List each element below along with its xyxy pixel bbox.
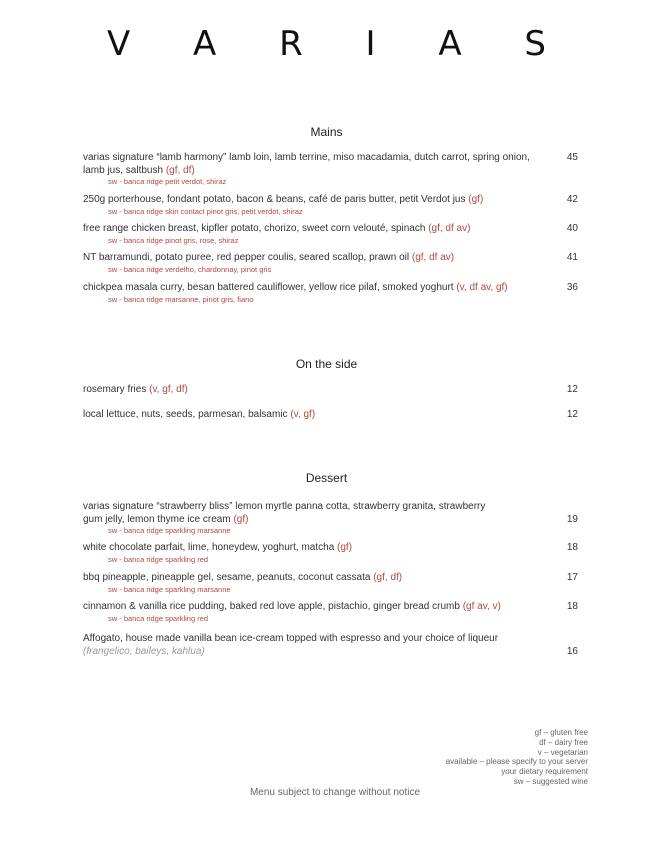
liqueur-options: (frangelico, baileys, kahlua) xyxy=(83,645,205,657)
suggested-wine: sw - banca ridge sparkling marsanne xyxy=(108,526,231,535)
legend-v: v – vegetarian xyxy=(537,747,588,757)
price: 12 xyxy=(566,384,578,395)
menu-item-rice-pudding xyxy=(83,601,578,624)
dietary-tags: (v, df av, gf) xyxy=(456,282,508,293)
dietary-tags: (gf) xyxy=(468,194,484,205)
item-description: bbq pineapple, pineapple gel, sesame, peanuts, coconut cassata (gf, df) xyxy=(83,572,403,583)
menu-item-chicken xyxy=(83,223,578,246)
item-description: local lettuce, nuts, seeds, parmesan, balsamic (v, gf) xyxy=(83,409,316,420)
legend-requirement: your dietary requirement xyxy=(501,767,588,777)
dietary-tags: (v, gf) xyxy=(290,409,316,420)
menu-item-lamb xyxy=(83,152,578,187)
item-description: 250g porterhouse, fondant potato, bacon & beans, café de paris butter, petit Verdot jus (gf) xyxy=(83,194,484,205)
item-description: rosemary fries (v, gf, df) xyxy=(83,384,188,395)
suggested-wine: sw - banca ridge pinot gris, rose, shiraz xyxy=(108,235,239,245)
menu-item-porterhouse xyxy=(83,194,578,217)
suggested-wine: sw - banca ridge petit verdot, shiraz xyxy=(108,177,227,186)
suggested-wine: sw - banca ridge skin contact pinot gris, petit verdot, shiraz xyxy=(108,206,303,216)
menu-item-lettuce xyxy=(83,409,578,422)
menu-item-barramundi xyxy=(83,252,578,275)
menu-item-fries xyxy=(83,384,578,397)
menu-item-strawberry-bliss xyxy=(83,501,578,536)
price: 40 xyxy=(566,223,578,234)
legend-sw: sw – suggested wine xyxy=(513,776,588,786)
menu-item-affogato xyxy=(83,633,578,658)
legend-available: available – please specify to your server xyxy=(445,757,588,767)
price: 42 xyxy=(566,194,578,205)
suggested-wine: sw - banca ridge sparkling red xyxy=(108,554,209,564)
item-description: free range chicken breast, kipfler potato, chorizo, sweet corn velouté, spinach (gf, df av) xyxy=(83,223,471,234)
dietary-legend xyxy=(446,728,588,787)
section-title-mains: Mains xyxy=(310,125,343,139)
item-description: cinnamon & vanilla rice pudding, baked red love apple, pistachio, ginger bread crumb (gf av, v) xyxy=(83,601,501,612)
menu-item-chickpea-curry xyxy=(83,282,578,305)
suggested-wine: sw - banca ridge sparkling marsanne xyxy=(108,584,231,594)
suggested-wine: sw - banca ridge marsanne, pinot gris, fiano xyxy=(108,294,254,304)
suggested-wine: sw - banca ridge sparkling red xyxy=(108,613,209,623)
dietary-tags: (v, gf, df) xyxy=(149,384,188,395)
price: 16 xyxy=(566,645,578,657)
price: 12 xyxy=(566,409,578,420)
item-description: varias signature “lamb harmony” lamb loin, lamb terrine, miso macadamia, dutch carrot, spring onion, lamb jus, saltbush (gf, df) xyxy=(83,152,530,176)
menu-item-white-chocolate-parfait xyxy=(83,542,578,565)
price: 17 xyxy=(566,572,578,583)
dietary-tags: (gf av, v) xyxy=(462,601,501,612)
item-description: chickpea masala curry, besan battered cauliflower, yellow rice pilaf, smoked yoghurt (v, df av, gf) xyxy=(83,282,508,293)
legend-df: df – dairy free xyxy=(539,737,588,747)
item-description: Affogato, house made vanilla bean ice-cream topped with espresso and your choice of liqueur xyxy=(83,633,499,644)
price: 18 xyxy=(566,601,578,612)
section-title-side: On the side xyxy=(295,357,358,371)
menu-item-bbq-pineapple xyxy=(83,572,578,595)
price: 18 xyxy=(566,542,578,553)
item-description: varias signature “strawberry bliss” lemon myrtle panna cotta, strawberry granita, strawberry gum jelly, lemon thyme ice cream (gf) xyxy=(83,501,486,525)
footer-note: Menu subject to change without notice xyxy=(249,787,421,798)
section-title-dessert: Dessert xyxy=(305,471,348,485)
price: 45 xyxy=(566,152,578,163)
item-description: white chocolate parfait, lime, honeydew, yoghurt, matcha (gf) xyxy=(83,542,353,553)
item-description: NT barramundi, potato puree, red pepper coulis, seared scallop, prawn oil (gf, df av) xyxy=(83,252,455,263)
legend-gf: gf – gluten free xyxy=(534,728,588,737)
price: 19 xyxy=(566,513,578,525)
dietary-tags: (gf) xyxy=(337,542,353,553)
dietary-tags: (gf, df av) xyxy=(411,252,455,263)
dietary-tags: (gf, df) xyxy=(373,572,403,583)
suggested-wine: sw - banca ridge verdelho, chardonnay, pinot gris xyxy=(108,264,272,274)
dietary-tags: (gf) xyxy=(233,513,249,525)
price: 36 xyxy=(566,282,578,293)
dietary-tags: (gf, df av) xyxy=(428,223,471,234)
brand-logo: V A R I A S xyxy=(106,24,573,64)
dietary-tags: (gf, df) xyxy=(165,164,195,176)
price: 41 xyxy=(566,252,578,263)
